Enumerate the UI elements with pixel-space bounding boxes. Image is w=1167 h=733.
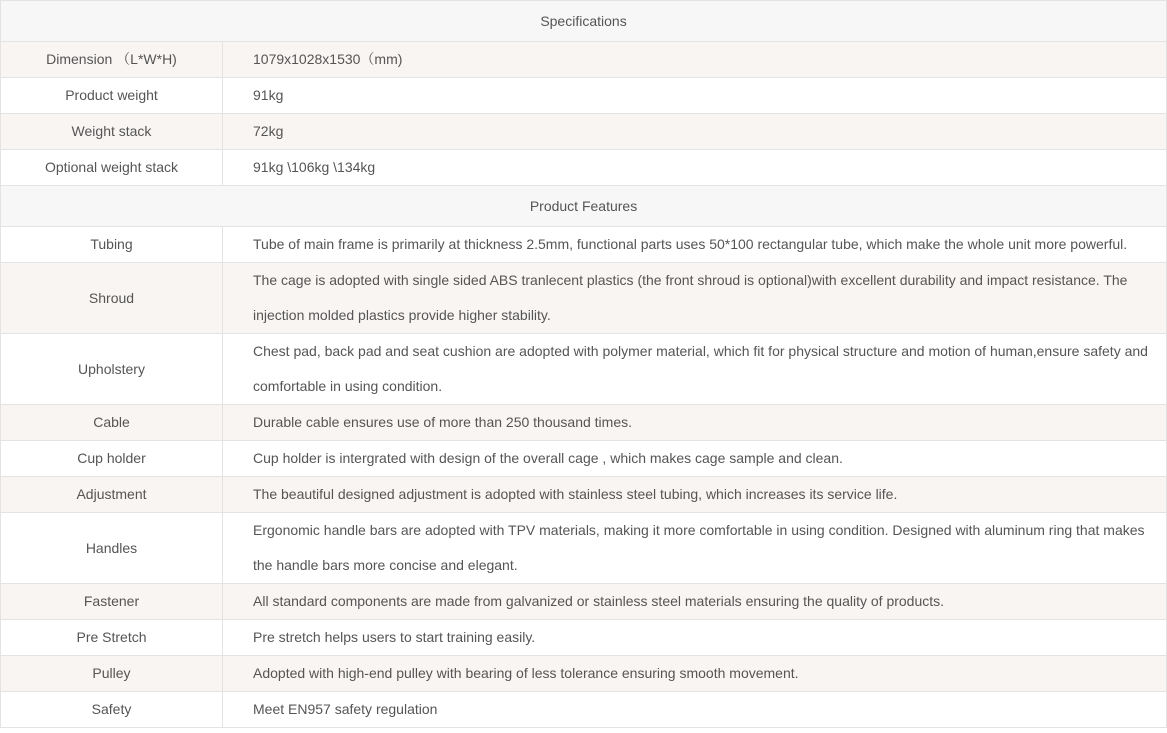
spec-label-optional-weight-stack: Optional weight stack xyxy=(1,150,223,186)
feature-label-tubing: Tubing xyxy=(1,227,223,263)
spec-label-dimension: Dimension （L*W*H) xyxy=(1,42,223,78)
feature-label-adjustment: Adjustment xyxy=(1,477,223,513)
feature-label-pre-stretch: Pre Stretch xyxy=(1,620,223,656)
feature-row xyxy=(1,477,1167,513)
feature-label-cup-holder: Cup holder xyxy=(1,441,223,477)
feature-row xyxy=(1,656,1167,692)
spec-value-product-weight: 91kg xyxy=(223,78,1167,114)
feature-row xyxy=(1,334,1167,405)
feature-label-safety: Safety xyxy=(1,692,223,728)
feature-value-tubing: Tube of main frame is primarily at thickness 2.5mm, functional parts uses 50*100 rectangular tube, which make the whole unit more powerful. xyxy=(223,227,1167,263)
feature-label-upholstery: Upholstery xyxy=(1,334,223,405)
spec-row xyxy=(1,42,1167,78)
feature-row xyxy=(1,441,1167,477)
spec-value-dimension: 1079x1028x1530（mm) xyxy=(223,42,1167,78)
feature-row xyxy=(1,227,1167,263)
feature-value-shroud: The cage is adopted with single sided ABS tranlecent plastics (the front shroud is optional)with excellent durability and impact resistance. The injection molded plastics provide higher stability. xyxy=(223,263,1167,334)
feature-row xyxy=(1,513,1167,584)
feature-row xyxy=(1,584,1167,620)
spec-value-weight-stack: 72kg xyxy=(223,114,1167,150)
feature-label-handles: Handles xyxy=(1,513,223,584)
feature-value-cable: Durable cable ensures use of more than 250 thousand times. xyxy=(223,405,1167,441)
spec-label-weight-stack: Weight stack xyxy=(1,114,223,150)
feature-value-pre-stretch: Pre stretch helps users to start training easily. xyxy=(223,620,1167,656)
spec-value-optional-weight-stack: 91kg \106kg \134kg xyxy=(223,150,1167,186)
section-row-specifications xyxy=(1,1,1167,42)
feature-row xyxy=(1,620,1167,656)
spec-label-product-weight: Product weight xyxy=(1,78,223,114)
feature-label-cable: Cable xyxy=(1,405,223,441)
feature-label-pulley: Pulley xyxy=(1,656,223,692)
feature-value-safety: Meet EN957 safety regulation xyxy=(223,692,1167,728)
feature-value-handles: Ergonomic handle bars are adopted with TPV materials, making it more comfortable in using condition. Designed with aluminum ring that makes the handle bars more concise and elegant. xyxy=(223,513,1167,584)
spec-row xyxy=(1,78,1167,114)
feature-value-upholstery: Chest pad, back pad and seat cushion are adopted with polymer material, which fit for physical structure and motion of human,ensure safety and comfortable in using condition. xyxy=(223,334,1167,405)
feature-value-adjustment: The beautiful designed adjustment is adopted with stainless steel tubing, which increases its service life. xyxy=(223,477,1167,513)
feature-value-fastener: All standard components are made from galvanized or stainless steel materials ensuring the quality of products. xyxy=(223,584,1167,620)
feature-row xyxy=(1,692,1167,728)
spec-row xyxy=(1,114,1167,150)
feature-label-fastener: Fastener xyxy=(1,584,223,620)
feature-row xyxy=(1,263,1167,334)
section-title-specifications: Specifications xyxy=(1,1,1167,42)
feature-label-shroud: Shroud xyxy=(1,263,223,334)
spec-row xyxy=(1,150,1167,186)
section-title-features: Product Features xyxy=(1,186,1167,227)
feature-value-cup-holder: Cup holder is intergrated with design of the overall cage , which makes cage sample and clean. xyxy=(223,441,1167,477)
feature-value-pulley: Adopted with high-end pulley with bearing of less tolerance ensuring smooth movement. xyxy=(223,656,1167,692)
section-row-features xyxy=(1,186,1167,227)
feature-row xyxy=(1,405,1167,441)
